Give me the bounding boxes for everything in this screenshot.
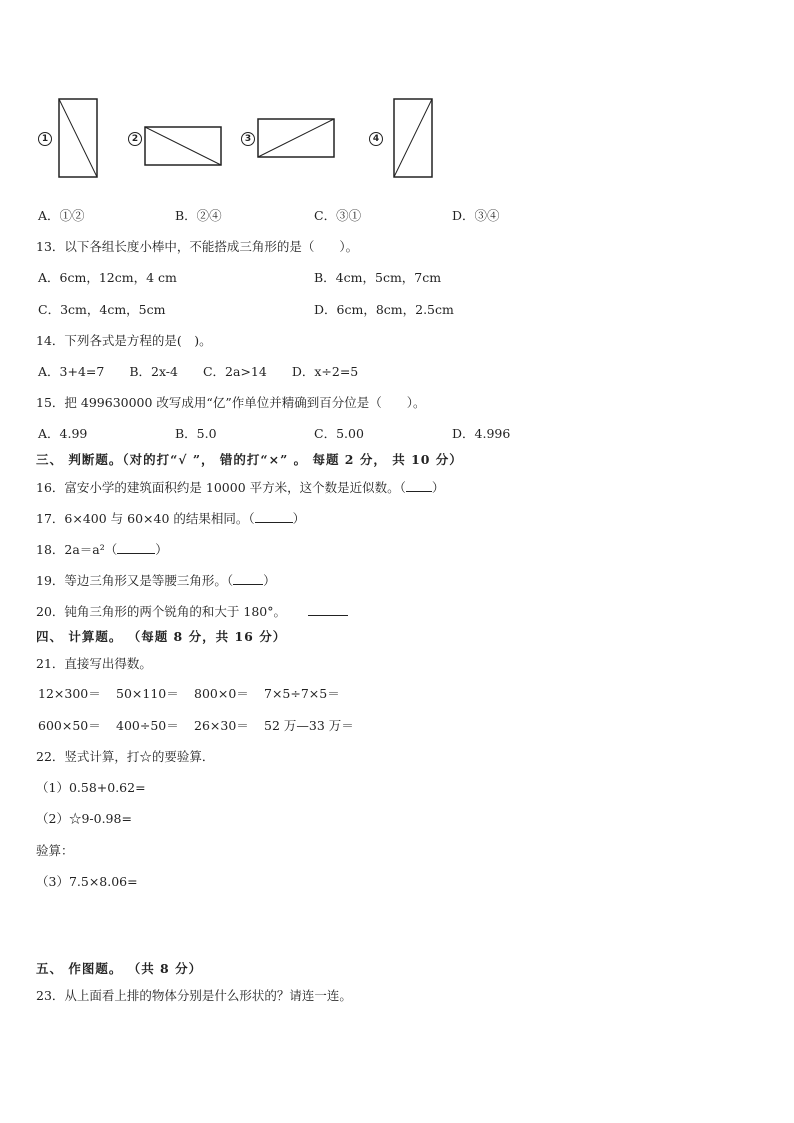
section-3-heading: 三、 判断题。（对的打“√ ”， 错的打“×” 。 每题 2 分， 共 10 分） [36, 452, 463, 467]
q22-part-2[interactable]: （2）☆9-0.98= [36, 811, 132, 826]
q21-item[interactable]: 12×300＝ [38, 686, 101, 701]
q21-item[interactable]: 26×30＝ [194, 718, 249, 733]
q16-text: 16．富安小学的建筑面积约是 10000 平方米，这个数是近似数。（ [36, 480, 406, 495]
q23-stem: 23．从上面看上排的物体分别是什么形状的？请连一连。 [36, 988, 352, 1003]
q16 [36, 479, 444, 496]
q21-item[interactable]: 7×5÷7×5＝ [264, 686, 340, 701]
q21-item[interactable]: 50×110＝ [116, 686, 179, 701]
q12-option-c[interactable]: C．③① [314, 208, 362, 223]
q13-option-c[interactable]: C．3cm，4cm，5cm [38, 302, 166, 317]
q19 [36, 572, 276, 589]
figure-1-rect-tall [58, 98, 100, 180]
q20 [36, 603, 348, 620]
q13-option-a[interactable]: A．6cm，12cm，4 cm [38, 270, 177, 285]
q20-text: 20．钝角三角形的两个锐角的和大于 180°。 [36, 604, 286, 619]
q17-text: 17．6×400 与 60×40 的结果相同。（ [36, 511, 255, 526]
figure-label-2: 2 [128, 132, 142, 146]
figure-label-3: 3 [241, 132, 255, 146]
q15-option-d[interactable]: D．4.996 [452, 426, 511, 441]
q15-stem: 15．把 499630000 改写成用“亿”作单位并精确到百分位是（ ）。 [36, 395, 426, 410]
q13-stem: 13．以下各组长度小棒中，不能搭成三角形的是（ ）。 [36, 239, 359, 254]
q12-option-b[interactable]: B．②④ [175, 208, 222, 223]
q16-answer-blank[interactable] [406, 479, 432, 492]
q16-close: ） [431, 480, 445, 495]
q18-close: ） [155, 542, 168, 557]
q22-part-3[interactable]: （3）7.5×8.06= [36, 874, 138, 889]
q15-option-a[interactable]: A．4.99 [38, 426, 88, 441]
q15-option-c[interactable]: C．5.00 [314, 426, 364, 441]
q18-answer-blank[interactable] [117, 541, 155, 554]
q21-stem: 21．直接写出得数。 [36, 656, 152, 671]
q18-text: 18．2a＝a²（ [36, 542, 118, 557]
q18 [36, 541, 168, 558]
q21-item[interactable]: 600×50＝ [38, 718, 101, 733]
q21-item[interactable]: 800×0＝ [194, 686, 249, 701]
q21-item[interactable]: 400÷50＝ [116, 718, 179, 733]
q20-answer-blank[interactable] [308, 603, 348, 616]
q19-close: ） [263, 573, 276, 588]
q22-stem: 22．竖式计算，打☆的要验算． [36, 749, 215, 764]
q12-option-d[interactable]: D．③④ [452, 208, 500, 223]
q17 [36, 510, 305, 527]
q12-option-a[interactable]: A．①② [38, 208, 85, 223]
q19-answer-blank[interactable] [233, 572, 263, 585]
q13-option-d[interactable]: D．6cm，8cm，2.5cm [314, 302, 454, 317]
section-5-heading: 五、 作图题。 （共 8 分） [36, 961, 203, 976]
figure-2-rect-wide [144, 126, 224, 168]
q14-stem: 14．下列各式是方程的是( )。 [36, 333, 212, 348]
q21-item[interactable]: 52 万—33 万＝ [264, 718, 354, 733]
q22-part-1[interactable]: （1）0.58+0.62= [36, 780, 146, 795]
figure-label-1: 1 [38, 132, 52, 146]
q19-text: 19．等边三角形又是等腰三角形。（ [36, 573, 234, 588]
q17-close: ） [292, 511, 306, 526]
q22-check-label: 验算： [36, 843, 74, 858]
figure-4-rect-tall [393, 98, 435, 180]
figure-label-4: 4 [369, 132, 383, 146]
figure-3-rect-wide [257, 118, 337, 160]
section-4-heading: 四、 计算题。 （每题 8 分，共 16 分） [36, 629, 287, 644]
q14-options[interactable]: A．3+4=7 B．2x-4 C．2a>14 D．x÷2=5 [38, 364, 359, 379]
q13-option-b[interactable]: B．4cm，5cm，7cm [314, 270, 442, 285]
q17-answer-blank[interactable] [255, 510, 293, 523]
q15-option-b[interactable]: B．5.0 [175, 426, 217, 441]
